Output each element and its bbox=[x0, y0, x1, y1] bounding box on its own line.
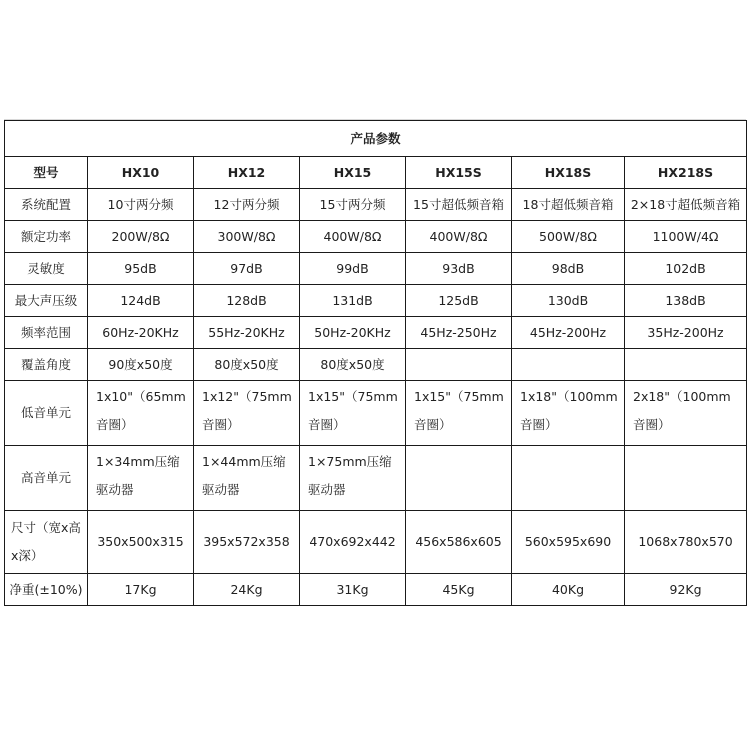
table-cell: 200W/8Ω bbox=[88, 221, 194, 253]
row-label: 尺寸（宽x高x深） bbox=[5, 511, 88, 574]
table-row bbox=[5, 317, 747, 349]
table-cell: 560x595x690 bbox=[512, 511, 625, 574]
table-cell: 400W/8Ω bbox=[300, 221, 406, 253]
table-cell: 456x586x605 bbox=[406, 511, 512, 574]
table-cell bbox=[625, 446, 747, 511]
table-cell: 93dB bbox=[406, 253, 512, 285]
table-cell: 95dB bbox=[88, 253, 194, 285]
header-row bbox=[5, 157, 747, 189]
table-cell: 40Kg bbox=[512, 574, 625, 606]
table-row bbox=[5, 511, 747, 574]
table-cell: 1x10"（65mm音圈） bbox=[88, 381, 194, 446]
table-cell: 125dB bbox=[406, 285, 512, 317]
table-cell: 1068x780x570 bbox=[625, 511, 747, 574]
table-cell: 2x18"（100mm音圈） bbox=[625, 381, 747, 446]
table-cell: 18寸超低频音箱 bbox=[512, 189, 625, 221]
table-cell: 92Kg bbox=[625, 574, 747, 606]
table-row bbox=[5, 446, 747, 511]
table-cell: 124dB bbox=[88, 285, 194, 317]
table-cell: 300W/8Ω bbox=[194, 221, 300, 253]
table-cell: 470x692x442 bbox=[300, 511, 406, 574]
row-label: 净重(±10%) bbox=[5, 574, 88, 606]
header-cell-hx18s: HX18S bbox=[512, 157, 625, 189]
row-label: 额定功率 bbox=[5, 221, 88, 253]
table-cell bbox=[406, 446, 512, 511]
header-cell-hx12: HX12 bbox=[194, 157, 300, 189]
table-cell: 131dB bbox=[300, 285, 406, 317]
table-cell: 1100W/4Ω bbox=[625, 221, 747, 253]
row-label: 高音单元 bbox=[5, 446, 88, 511]
table-cell: 395x572x358 bbox=[194, 511, 300, 574]
table-cell: 55Hz-20KHz bbox=[194, 317, 300, 349]
table-cell: 10寸两分频 bbox=[88, 189, 194, 221]
spec-table bbox=[4, 120, 747, 606]
table-row bbox=[5, 253, 747, 285]
table-cell: 35Hz-200Hz bbox=[625, 317, 747, 349]
table-cell: 350x500x315 bbox=[88, 511, 194, 574]
table-cell: 17Kg bbox=[88, 574, 194, 606]
table-cell: 60Hz-20KHz bbox=[88, 317, 194, 349]
row-label: 覆盖角度 bbox=[5, 349, 88, 381]
table-cell: 50Hz-20KHz bbox=[300, 317, 406, 349]
table-cell: 99dB bbox=[300, 253, 406, 285]
table-cell bbox=[625, 349, 747, 381]
header-cell-model: 型号 bbox=[5, 157, 88, 189]
table-cell: 1x18"（100mm音圈） bbox=[512, 381, 625, 446]
table-row bbox=[5, 285, 747, 317]
header-cell-hx15: HX15 bbox=[300, 157, 406, 189]
table-cell: 80度x50度 bbox=[194, 349, 300, 381]
table-cell bbox=[512, 446, 625, 511]
table-cell: 1x15"（75mm音圈） bbox=[300, 381, 406, 446]
table-cell: 97dB bbox=[194, 253, 300, 285]
header-cell-hx10: HX10 bbox=[88, 157, 194, 189]
table-row bbox=[5, 189, 747, 221]
table-cell: 1x12"（75mm音圈） bbox=[194, 381, 300, 446]
table-cell: 90度x50度 bbox=[88, 349, 194, 381]
table-cell: 500W/8Ω bbox=[512, 221, 625, 253]
row-label: 频率范围 bbox=[5, 317, 88, 349]
table-cell: 130dB bbox=[512, 285, 625, 317]
table-cell: 1×75mm压缩驱动器 bbox=[300, 446, 406, 511]
table-cell bbox=[406, 349, 512, 381]
table-cell: 15寸超低频音箱 bbox=[406, 189, 512, 221]
table-cell: 102dB bbox=[625, 253, 747, 285]
table-cell: 80度x50度 bbox=[300, 349, 406, 381]
table-cell: 400W/8Ω bbox=[406, 221, 512, 253]
table-cell: 1x15"（75mm音圈） bbox=[406, 381, 512, 446]
header-cell-hx15s: HX15S bbox=[406, 157, 512, 189]
row-label: 灵敏度 bbox=[5, 253, 88, 285]
row-label: 低音单元 bbox=[5, 381, 88, 446]
table-cell: 2×18寸超低频音箱 bbox=[625, 189, 747, 221]
table-cell: 1×44mm压缩驱动器 bbox=[194, 446, 300, 511]
table-cell: 138dB bbox=[625, 285, 747, 317]
table-row bbox=[5, 574, 747, 606]
table-cell: 15寸两分频 bbox=[300, 189, 406, 221]
table-cell: 31Kg bbox=[300, 574, 406, 606]
table-cell: 98dB bbox=[512, 253, 625, 285]
table-cell: 12寸两分频 bbox=[194, 189, 300, 221]
table-cell: 24Kg bbox=[194, 574, 300, 606]
table-cell bbox=[512, 349, 625, 381]
table-row bbox=[5, 381, 747, 446]
table-row bbox=[5, 349, 747, 381]
table-cell: 1×34mm压缩驱动器 bbox=[88, 446, 194, 511]
table-row bbox=[5, 221, 747, 253]
table-title: 产品参数 bbox=[5, 121, 747, 157]
table-cell: 45Hz-200Hz bbox=[512, 317, 625, 349]
table-cell: 128dB bbox=[194, 285, 300, 317]
table-cell: 45Kg bbox=[406, 574, 512, 606]
header-cell-hx218s: HX218S bbox=[625, 157, 747, 189]
row-label: 系统配置 bbox=[5, 189, 88, 221]
row-label: 最大声压级 bbox=[5, 285, 88, 317]
table-cell: 45Hz-250Hz bbox=[406, 317, 512, 349]
